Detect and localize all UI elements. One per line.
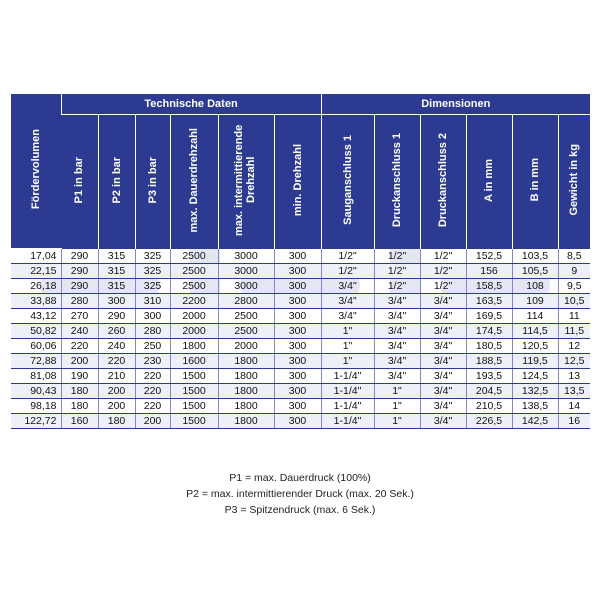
table-row — [11, 294, 590, 309]
table-cell: 1500 — [170, 414, 218, 429]
table-cell: 169,5 — [466, 309, 512, 324]
table-cell: 1/2" — [420, 264, 466, 279]
table-row — [11, 369, 590, 384]
table-cell: 108 — [512, 279, 558, 294]
table-cell: 180 — [61, 399, 98, 414]
table-cell: 325 — [135, 264, 170, 279]
table-cell: 315 — [98, 279, 135, 294]
table-cell: 180 — [98, 414, 135, 429]
group-header-technische-daten: Technische Daten — [61, 94, 321, 115]
column-header-p3: P3 in bar — [135, 115, 170, 249]
table-cell: 220 — [61, 339, 98, 354]
table-cell: 315 — [98, 264, 135, 279]
specifications-table — [11, 94, 590, 429]
table-cell: 3/4" — [321, 309, 374, 324]
table-cell: 260 — [98, 324, 135, 339]
table-cell: 114 — [512, 309, 558, 324]
table-cell: 2200 — [170, 294, 218, 309]
table-cell: 300 — [274, 264, 321, 279]
table-cell: 3/4" — [374, 369, 420, 384]
table-cell: 210,5 — [466, 399, 512, 414]
table-cell: 220 — [135, 399, 170, 414]
table-row — [11, 339, 590, 354]
table-cell: 300 — [274, 339, 321, 354]
table-cell: 300 — [274, 354, 321, 369]
table-cell: 72,88 — [11, 354, 61, 369]
table-cell: 3000 — [218, 264, 274, 279]
column-header-gewicht-in-kg: Gewicht in kg — [558, 115, 590, 249]
table-cell: 1800 — [218, 414, 274, 429]
table-cell: 300 — [274, 384, 321, 399]
table-row — [11, 279, 590, 294]
table-cell: 300 — [274, 294, 321, 309]
table-cell: 124,5 — [512, 369, 558, 384]
column-header-druckanschluss-1: Druckanschluss 1 — [374, 115, 420, 249]
table-cell: 1800 — [218, 369, 274, 384]
table-cell: 204,5 — [466, 384, 512, 399]
table-cell: 190 — [61, 369, 98, 384]
table-cell: 180,5 — [466, 339, 512, 354]
table-cell: 300 — [274, 369, 321, 384]
footnote-p2: P2 = max. intermittierender Druck (max. 20 Sek.) — [186, 488, 414, 500]
table-cell: 16 — [558, 414, 590, 429]
table-cell: 156 — [466, 264, 512, 279]
table-cell: 11,5 — [558, 324, 590, 339]
table-cell: 1500 — [170, 384, 218, 399]
table-cell: 142,5 — [512, 414, 558, 429]
table-cell: 9 — [558, 264, 590, 279]
table-cell: 98,18 — [11, 399, 61, 414]
table-cell: 132,5 — [512, 384, 558, 399]
table-cell: 1/2" — [321, 264, 374, 279]
table-cell: 3/4" — [374, 309, 420, 324]
table-row — [11, 324, 590, 339]
table-cell: 3/4" — [321, 294, 374, 309]
table-cell: 138,5 — [512, 399, 558, 414]
table-cell: 50,82 — [11, 324, 61, 339]
table-cell: 3000 — [218, 249, 274, 264]
column-header-max-dauerdrehzahl: max. Dauerdrehzahl — [170, 115, 218, 249]
table-cell: 119,5 — [512, 354, 558, 369]
column-header-fordervolumen: Fördervolumen — [11, 94, 61, 249]
table-cell: 200 — [135, 414, 170, 429]
table-cell: 1800 — [170, 339, 218, 354]
table-cell: 290 — [61, 249, 98, 264]
table-cell: 1/2" — [420, 279, 466, 294]
table-cell: 103,5 — [512, 249, 558, 264]
table-cell: 163,5 — [466, 294, 512, 309]
table-cell: 14 — [558, 399, 590, 414]
table-cell: 1800 — [218, 354, 274, 369]
table-cell: 3/4" — [420, 384, 466, 399]
table-cell: 3/4" — [420, 324, 466, 339]
table-cell: 2000 — [218, 339, 274, 354]
table-cell: 160 — [61, 414, 98, 429]
table-cell: 158,5 — [466, 279, 512, 294]
table-cell: 2500 — [218, 309, 274, 324]
table-cell: 250 — [135, 339, 170, 354]
table-cell: 60,06 — [11, 339, 61, 354]
table-row — [11, 354, 590, 369]
table-cell: 200 — [61, 354, 98, 369]
group-header-dimensionen: Dimensionen — [321, 94, 590, 115]
footnote-p3: P3 = Spitzendruck (max. 6 Sek.) — [224, 504, 376, 516]
table-cell: 290 — [98, 309, 135, 324]
table-cell: 1/2" — [374, 279, 420, 294]
table-cell: 310 — [135, 294, 170, 309]
column-header-p2: P2 in bar — [98, 115, 135, 249]
table-cell: 1-1/4" — [321, 414, 374, 429]
table-cell: 1800 — [218, 399, 274, 414]
table-cell: 33,88 — [11, 294, 61, 309]
table-cell: 180 — [61, 384, 98, 399]
column-header-min-drehzahl: min. Drehzahl — [274, 115, 321, 249]
table-row — [11, 399, 590, 414]
table-cell: 1/2" — [321, 249, 374, 264]
table-cell: 1600 — [170, 354, 218, 369]
table-cell: 300 — [274, 399, 321, 414]
table-cell: 3/4" — [420, 369, 466, 384]
table-cell: 13 — [558, 369, 590, 384]
table-cell: 3000 — [218, 279, 274, 294]
table-cell: 3/4" — [374, 324, 420, 339]
table-cell: 315 — [98, 249, 135, 264]
table-cell: 1/2" — [420, 249, 466, 264]
table-cell: 2000 — [170, 324, 218, 339]
table-cell: 220 — [135, 369, 170, 384]
table-cell: 109 — [512, 294, 558, 309]
table-cell: 1500 — [170, 369, 218, 384]
table-cell: 2500 — [170, 279, 218, 294]
table-cell: 300 — [135, 309, 170, 324]
table-cell: 1-1/4" — [321, 384, 374, 399]
table-row — [11, 309, 590, 324]
table-cell: 3/4" — [321, 279, 374, 294]
table-cell: 300 — [274, 279, 321, 294]
table-cell: 1500 — [170, 399, 218, 414]
footnote-p1: P1 = max. Dauerdruck (100%) — [229, 472, 371, 484]
table-cell: 2500 — [170, 264, 218, 279]
table-cell: 325 — [135, 279, 170, 294]
table-cell: 1800 — [218, 384, 274, 399]
table-cell: 230 — [135, 354, 170, 369]
table-cell: 220 — [135, 384, 170, 399]
table-cell: 325 — [135, 249, 170, 264]
table-cell: 290 — [61, 264, 98, 279]
column-header-sauganschluss-1: Sauganschluss 1 — [321, 115, 374, 249]
table-cell: 2000 — [170, 309, 218, 324]
table-cell: 90,43 — [11, 384, 61, 399]
table-cell: 81,08 — [11, 369, 61, 384]
column-header-b-in-mm: B in mm — [512, 115, 558, 249]
table-cell: 2500 — [170, 249, 218, 264]
table-cell: 122,72 — [11, 414, 61, 429]
table-cell: 12 — [558, 339, 590, 354]
table-cell: 120,5 — [512, 339, 558, 354]
table-cell: 200 — [98, 399, 135, 414]
table-body — [11, 249, 590, 429]
table-cell: 300 — [274, 324, 321, 339]
table-cell: 200 — [98, 384, 135, 399]
column-header-druckanschluss-2: Druckanschluss 2 — [420, 115, 466, 249]
table-cell: 290 — [61, 279, 98, 294]
table-cell: 12,5 — [558, 354, 590, 369]
table-cell: 3/4" — [374, 294, 420, 309]
table-cell: 10,5 — [558, 294, 590, 309]
table-cell: 1/2" — [374, 249, 420, 264]
table-row — [11, 264, 590, 279]
table-cell: 280 — [61, 294, 98, 309]
table-cell: 270 — [61, 309, 98, 324]
table-cell: 1" — [374, 384, 420, 399]
table-cell: 43,12 — [11, 309, 61, 324]
table-cell: 3/4" — [420, 399, 466, 414]
table-cell: 210 — [98, 369, 135, 384]
table-cell: 300 — [274, 249, 321, 264]
table-cell: 3/4" — [420, 414, 466, 429]
table-cell: 1" — [374, 414, 420, 429]
table-cell: 22,15 — [11, 264, 61, 279]
table-cell: 280 — [135, 324, 170, 339]
table-row — [11, 249, 590, 264]
table-cell: 1" — [321, 339, 374, 354]
table-cell: 3/4" — [374, 339, 420, 354]
table-cell: 1-1/4" — [321, 399, 374, 414]
column-header-max-intermittierende-drehzahl: max. intermittierende Drehzahl — [218, 115, 274, 249]
column-header-p1: P1 in bar — [61, 115, 98, 249]
table-cell: 2800 — [218, 294, 274, 309]
table-cell: 152,5 — [466, 249, 512, 264]
table-cell: 1" — [374, 399, 420, 414]
table-cell: 3/4" — [420, 339, 466, 354]
table-cell: 11 — [558, 309, 590, 324]
table-cell: 2500 — [218, 324, 274, 339]
table-cell: 220 — [98, 354, 135, 369]
table-row — [11, 384, 590, 399]
table-cell: 1/2" — [374, 264, 420, 279]
table-cell: 8,5 — [558, 249, 590, 264]
table-cell: 226,5 — [466, 414, 512, 429]
table-cell: 114,5 — [512, 324, 558, 339]
table-cell: 9,5 — [558, 279, 590, 294]
table-cell: 1" — [321, 324, 374, 339]
table-cell: 3/4" — [374, 354, 420, 369]
footnotes — [0, 470, 600, 518]
table-cell: 300 — [98, 294, 135, 309]
table-cell: 188,5 — [466, 354, 512, 369]
table-cell: 300 — [274, 309, 321, 324]
table-cell: 105,5 — [512, 264, 558, 279]
table-cell: 1-1/4" — [321, 369, 374, 384]
table-row — [11, 414, 590, 429]
table-cell: 3/4" — [420, 354, 466, 369]
table-cell: 174,5 — [466, 324, 512, 339]
table-cell: 3/4" — [420, 294, 466, 309]
table-cell: 1" — [321, 354, 374, 369]
table-cell: 240 — [61, 324, 98, 339]
table-cell: 3/4" — [420, 309, 466, 324]
table-cell: 13,5 — [558, 384, 590, 399]
table-cell: 26,18 — [11, 279, 61, 294]
table-cell: 17,04 — [11, 249, 61, 264]
table-cell: 240 — [98, 339, 135, 354]
table-cell: 300 — [274, 414, 321, 429]
table-cell: 193,5 — [466, 369, 512, 384]
column-header-a-in-mm: A in mm — [466, 115, 512, 249]
